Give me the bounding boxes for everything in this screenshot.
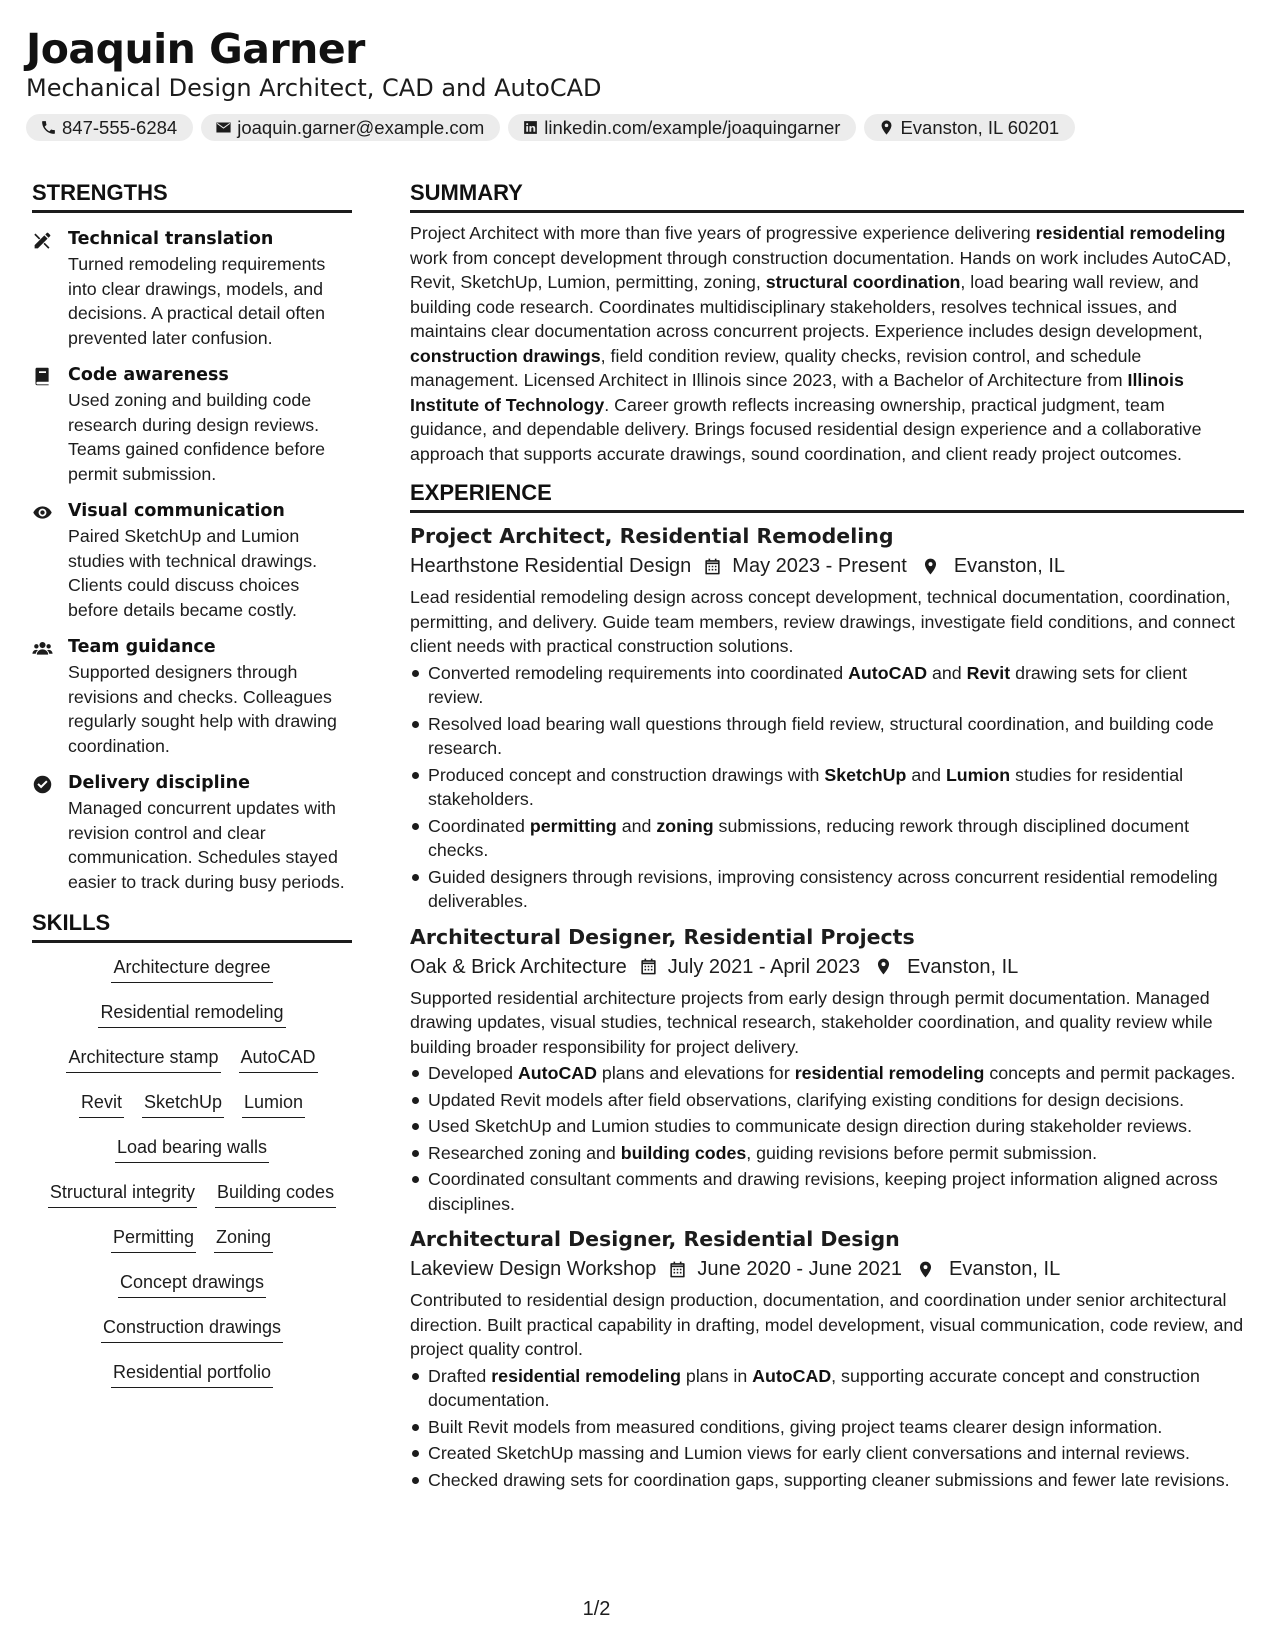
skill-tag: Load bearing walls xyxy=(115,1135,269,1163)
job-location: Evanston, IL xyxy=(949,1258,1061,1280)
candidate-title: Mechanical Design Architect, CAD and AutoCAD xyxy=(26,74,602,102)
skill-tag: Residential remodeling xyxy=(98,1000,285,1028)
skill-tag: Architecture stamp xyxy=(66,1045,220,1073)
skill-tag: Residential portfolio xyxy=(111,1360,273,1388)
job-location: Evanston, IL xyxy=(907,955,1019,978)
map-pin-icon xyxy=(878,119,895,136)
skill-row xyxy=(32,1045,352,1090)
bullet-item: Created SketchUp massing and Lumion views for early client conversations and internal reviews. xyxy=(410,1441,1244,1466)
phone-chip[interactable] xyxy=(26,114,193,141)
skill-row xyxy=(32,1225,352,1270)
bullet-item: Produced concept and construction drawings with SketchUp and Lumion studies for residential stakeholders. xyxy=(410,763,1244,812)
check-circle-icon xyxy=(32,774,53,795)
job-description: Lead residential remodeling design across concept development, technical documentation, coordination, permitting, and delivery. Guide team members, review drawings, investigate field conditions, and connect client needs with practical construction solutions. xyxy=(410,587,1235,656)
job-dates: July 2021 - April 2023 xyxy=(667,955,861,978)
linkedin-chip[interactable] xyxy=(508,114,856,141)
skill-tag: Lumion xyxy=(242,1090,305,1118)
emphasis-text: residential remodeling xyxy=(1035,223,1226,243)
skill-row xyxy=(32,1360,352,1405)
emphasis-text: structural coordination xyxy=(765,272,961,292)
company-name: Hearthstone Residential Design xyxy=(410,555,692,577)
page-number: 1/2 xyxy=(582,1598,611,1620)
job-title: Architectural Designer, Residential Projects xyxy=(410,924,915,949)
experience-section xyxy=(410,478,1244,1492)
phone-text: 847-555-6284 xyxy=(62,116,178,138)
job-dates: June 2020 - June 2021 xyxy=(697,1258,903,1280)
job-title: Project Architect, Residential Remodeling xyxy=(410,524,894,548)
emphasis-text: building codes xyxy=(620,1142,747,1163)
strength-title: Visual communication xyxy=(68,501,285,521)
skills-section xyxy=(32,908,352,1405)
skill-row xyxy=(32,1180,352,1225)
strength-desc: Used zoning and building code research during design reviews. Teams gained confidence before permit submission. xyxy=(68,390,326,484)
skill-row xyxy=(32,955,352,1000)
job-location: Evanston, IL xyxy=(953,555,1065,577)
strengths-section xyxy=(32,178,352,894)
strength-item xyxy=(32,227,352,350)
job-entry xyxy=(410,922,1244,1217)
emphasis-text: Illinois Institute of Technology xyxy=(410,370,1184,415)
strength-desc: Turned remodeling requirements into clear drawings, models, and decisions. A practical detail often prevented later confusion. xyxy=(68,254,326,348)
bullet-item: Researched zoning and building codes, guiding revisions before permit submission. xyxy=(410,1141,1244,1166)
job-dates: May 2023 - Present xyxy=(732,555,907,577)
right-column xyxy=(410,178,1244,1494)
summary-section xyxy=(410,178,1244,466)
bullet-item: Used SketchUp and Lumion studies to communicate design direction during stakeholder reviews. xyxy=(410,1114,1244,1139)
bullet-item: Converted remodeling requirements into coordinated AutoCAD and Revit drawing sets for client review. xyxy=(410,661,1244,710)
linkedin-icon xyxy=(522,119,539,136)
emphasis-text: permitting xyxy=(529,815,617,836)
emphasis-text: AutoCAD xyxy=(848,662,928,683)
strength-title: Technical translation xyxy=(68,229,274,249)
skill-tag: Construction drawings xyxy=(101,1315,283,1343)
bullet-item: Coordinated consultant comments and drawing revisions, keeping project information aligned across disciplines. xyxy=(410,1167,1244,1216)
bullet-item: Developed AutoCAD plans and elevations for residential remodeling concepts and permit packages. xyxy=(410,1061,1244,1086)
skills-heading: SKILLS xyxy=(32,908,352,943)
eye-icon xyxy=(32,502,53,523)
job-meta xyxy=(410,952,1244,982)
map-pin-icon xyxy=(874,957,893,976)
bullet-item: Guided designers through revisions, improving consistency across concurrent residential remodeling deliverables. xyxy=(410,865,1244,914)
job-bullets xyxy=(410,661,1244,914)
strength-item xyxy=(32,363,352,486)
skill-row xyxy=(32,1315,352,1360)
calendar-icon xyxy=(703,557,722,576)
contact-bar xyxy=(26,114,1256,141)
map-pin-icon xyxy=(916,1260,935,1279)
strength-desc: Managed concurrent updates with revision control and clear communication. Schedules stayed easier to track during busy periods. xyxy=(68,798,345,892)
skill-tag: Revit xyxy=(79,1090,124,1118)
company-name: Oak & Brick Architecture xyxy=(410,955,627,978)
job-list xyxy=(410,521,1244,1492)
location-text: Evanston, IL 60201 xyxy=(900,116,1060,138)
emphasis-text: construction drawings xyxy=(410,345,601,366)
skill-row xyxy=(32,1135,352,1180)
resume-header xyxy=(26,26,1256,141)
job-bullets xyxy=(410,1364,1244,1493)
skill-tag: Zoning xyxy=(214,1225,273,1253)
summary-heading: SUMMARY xyxy=(410,178,1244,213)
skill-row xyxy=(32,1270,352,1315)
skill-row xyxy=(32,1000,352,1045)
skill-tag: AutoCAD xyxy=(239,1045,318,1073)
strength-title: Delivery discipline xyxy=(68,773,250,793)
candidate-name: Joaquin Garner xyxy=(26,25,365,73)
envelope-icon xyxy=(215,119,232,136)
phone-icon xyxy=(40,119,57,136)
book-icon xyxy=(32,366,53,387)
skills-list xyxy=(32,955,352,1405)
strength-title: Code awareness xyxy=(68,365,229,385)
map-pin-icon xyxy=(921,557,940,576)
emphasis-text: residential remodeling xyxy=(794,1063,985,1083)
experience-heading: EXPERIENCE xyxy=(410,478,1244,513)
job-meta xyxy=(410,551,1244,581)
emphasis-text: zoning xyxy=(656,815,714,836)
bullet-item: Coordinated permitting and zoning submissions, reducing rework through disciplined document checks. xyxy=(410,814,1244,863)
location-chip[interactable] xyxy=(864,114,1075,141)
strength-item xyxy=(32,499,352,622)
email-text: joaquin.garner@example.com xyxy=(237,116,485,138)
email-chip[interactable] xyxy=(201,114,500,141)
bullet-item: Resolved load bearing wall questions through field review, structural coordination, and building code research. xyxy=(410,712,1244,761)
skill-tag: Permitting xyxy=(111,1225,196,1253)
skill-tag: Concept drawings xyxy=(118,1270,266,1298)
skill-tag: Architecture degree xyxy=(111,955,272,983)
skill-tag: Building codes xyxy=(215,1180,336,1208)
company-name: Lakeview Design Workshop xyxy=(410,1258,657,1280)
bullet-item: Updated Revit models after field observations, clarifying existing conditions for design decisions. xyxy=(410,1088,1244,1113)
strength-title: Team guidance xyxy=(68,637,216,657)
job-entry xyxy=(410,1224,1244,1492)
strength-item xyxy=(32,771,352,894)
job-description: Supported residential architecture projects from early design through permit documentation. Managed drawing updates, visual studies, technical research, stakeholder coordination, and quality review while building broader responsibility for project delivery. xyxy=(410,987,1213,1057)
emphasis-text: SketchUp xyxy=(824,764,907,785)
job-meta xyxy=(410,1254,1244,1284)
job-description: Contributed to residential design production, documentation, and coordination under senior architectural direction. Built practical capability in drafting, model development, visual communication, code review, and project quality control. xyxy=(410,1290,1244,1359)
summary-text: Project Architect with more than five years of progressive experience delivering residential remodeling work from concept development through construction documentation. Hands on work includes AutoCAD, Revit, SketchUp, Lumion, permitting, zoning, structural coordination, load bearing wall review, and building code research. Coordinates multidisciplinary stakeholders, resolves technical issues, and maintains clear documentation across concurrent projects. Experience includes design development, construction drawings, field condition review, quality checks, revision control, and schedule management. Licensed Architect in Illinois since 2023, with a Bachelor of Architecture from Illinois Institute of Technology. Career growth reflects increasing ownership, practical judgment, team guidance, and dependable delivery. Brings focused residential design experience and a collaborative approach that supports accurate drawings, sound coordination, and client ready project outcomes. xyxy=(410,223,1232,464)
skill-row xyxy=(32,1090,352,1135)
users-icon xyxy=(32,638,53,659)
job-entry xyxy=(410,521,1244,914)
calendar-icon xyxy=(668,1260,687,1279)
emphasis-text: AutoCAD xyxy=(752,1365,832,1386)
left-column xyxy=(32,178,352,1405)
bullet-item: Checked drawing sets for coordination gaps, supporting cleaner submissions and fewer late revisions. xyxy=(410,1468,1244,1493)
bullet-item: Built Revit models from measured conditions, giving project teams clearer design information. xyxy=(410,1415,1244,1440)
strength-desc: Paired SketchUp and Lumion studies with technical drawings. Clients could discuss choices before details became costly. xyxy=(68,526,318,620)
emphasis-text: residential remodeling xyxy=(491,1365,681,1386)
skill-tag: Structural integrity xyxy=(48,1180,197,1208)
drafting-tools-icon xyxy=(32,230,53,251)
bullet-item: Drafted residential remodeling plans in AutoCAD, supporting accurate concept and construction documentation. xyxy=(410,1364,1244,1413)
emphasis-text: AutoCAD xyxy=(517,1063,597,1083)
job-bullets xyxy=(410,1061,1244,1216)
calendar-icon xyxy=(639,957,658,976)
strengths-heading: STRENGTHS xyxy=(32,178,352,213)
linkedin-text: linkedin.com/example/joaquingarner xyxy=(544,116,841,138)
strength-desc: Supported designers through revisions and checks. Colleagues regularly sought help with drawing coordination. xyxy=(68,662,337,756)
job-title: Architectural Designer, Residential Design xyxy=(410,1227,900,1251)
skill-tag: SketchUp xyxy=(142,1090,224,1118)
emphasis-text: Revit xyxy=(966,662,1011,683)
emphasis-text: Lumion xyxy=(945,764,1011,785)
strength-item xyxy=(32,635,352,758)
